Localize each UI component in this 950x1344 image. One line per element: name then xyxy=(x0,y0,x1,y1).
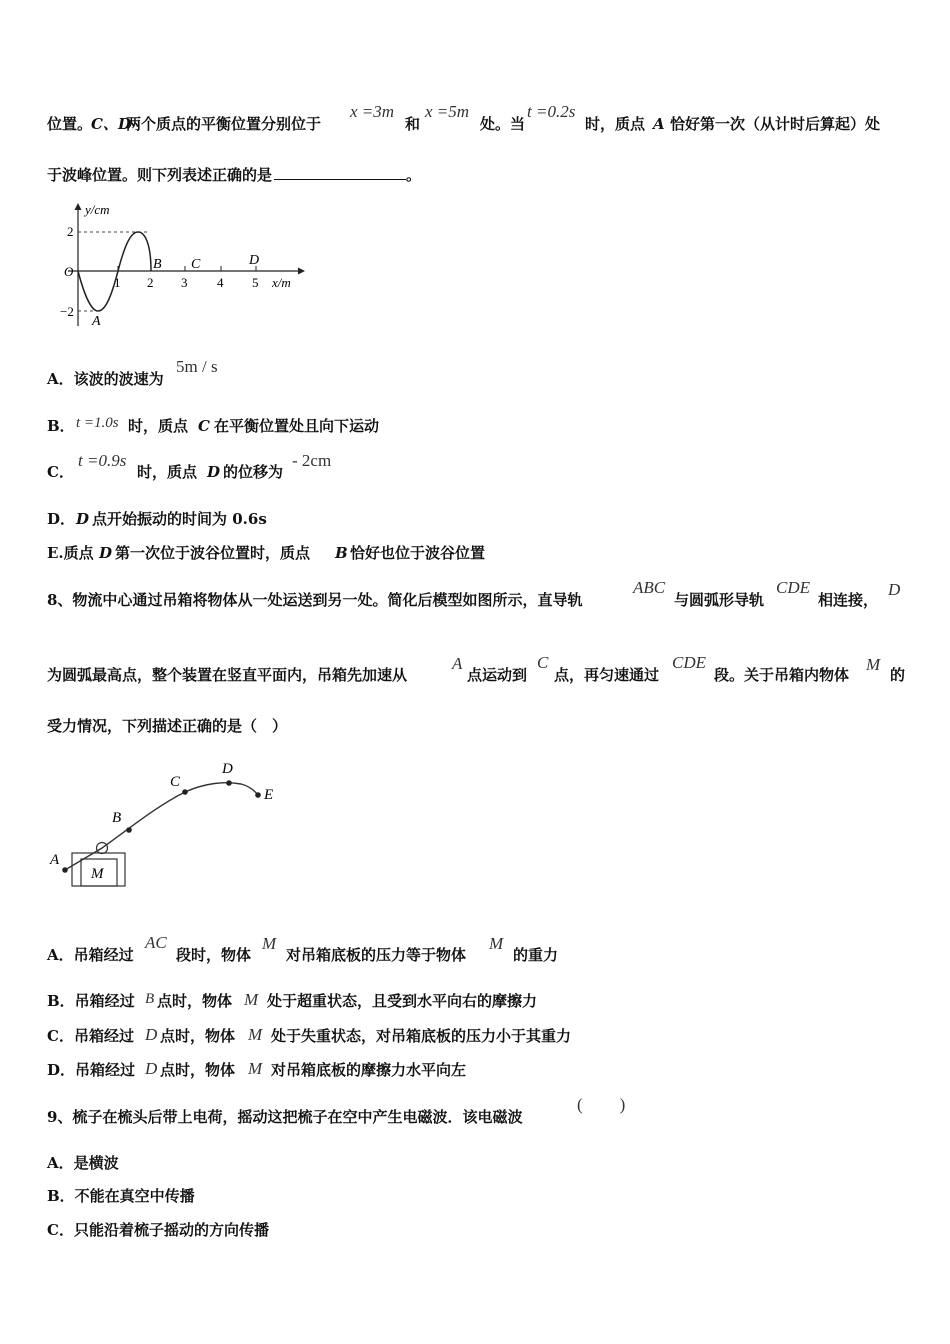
q8-option-d-text-b: 点时，物体 xyxy=(160,1061,236,1079)
q8-math-cde2: CDE xyxy=(672,653,706,672)
ytick-2: 2 xyxy=(67,224,74,239)
q8-line1-text-c: 相连接， xyxy=(818,591,879,609)
xtick-2: 2 xyxy=(147,275,154,290)
track-path xyxy=(65,783,258,870)
xtick-3: 3 xyxy=(181,275,188,290)
q7-option-c-math2: - 2cm xyxy=(292,451,332,470)
q8-option-a-text-a: A．吊箱经过 xyxy=(47,946,134,964)
q7-option-c-point: D xyxy=(207,463,221,481)
q7-line1-points-cd: C、D xyxy=(91,115,131,133)
y-axis-arrow xyxy=(75,203,82,210)
q8-line2-text-c: 点，再匀速通过 xyxy=(554,666,660,684)
q8-line2-text-d: 段。关于吊箱内物体 xyxy=(714,666,850,684)
q7-line1-text-e: 时，质点 xyxy=(585,115,646,133)
q8-option-d-text-a: D．吊箱经过 xyxy=(47,1061,136,1079)
q9-answer-paren[interactable]: ( ) xyxy=(577,1095,627,1114)
q8-option-d-math2: M xyxy=(248,1059,263,1078)
q8-line2-text-b: 点运动到 xyxy=(467,666,528,684)
q8-option-a-math3: M xyxy=(489,934,504,953)
label-b: B xyxy=(112,810,122,826)
q9-option-b: B．不能在真空中传播 xyxy=(47,1187,195,1205)
point-a-label: A xyxy=(92,314,101,329)
q7-line2-end: 。 xyxy=(406,166,422,184)
q9-stem: 9、梳子在梳头后带上电荷，摇动这把梳子在空中产生电磁波．该电磁波 xyxy=(47,1108,523,1126)
q8-option-c-math2: M xyxy=(248,1025,263,1044)
xtick-4: 4 xyxy=(217,275,224,290)
x-axis-arrow xyxy=(298,268,305,275)
q8-math-c: C xyxy=(537,653,549,672)
origin-label: O xyxy=(64,264,74,279)
q7-line1-text-d: 处。当 xyxy=(480,115,526,133)
q7-option-c-math: t =0.9s xyxy=(78,451,127,470)
q7-option-b-text-c: 在平衡位置处且向下运动 xyxy=(214,417,380,435)
q7-option-b-text-a: 时，质点 xyxy=(128,417,189,435)
q8-math-d: D xyxy=(888,580,901,599)
q8-line2-text-e: 的 xyxy=(890,666,906,684)
q7-line1-text-g: 恰好第一次（从计时后算起）处 xyxy=(670,115,881,133)
q8-option-b-text-a: B．吊箱经过 xyxy=(47,992,135,1010)
q7-option-a-text: A．该波的波速为 xyxy=(47,370,164,388)
q8-option-a-text-c: 对吊箱底板的压力等于物体 xyxy=(286,946,467,964)
q7-option-d-point: D xyxy=(76,510,90,528)
q7-math-t02: t =0.2s xyxy=(527,102,576,121)
q7-option-e-text-c: 第一次位于波谷位置时，质点 xyxy=(115,544,311,562)
q7-line2-text: 于波峰位置。则下列表述正确的是 xyxy=(47,166,273,184)
q8-option-b-text-b: 点时，物体 xyxy=(157,992,233,1010)
q8-option-a-math2: M xyxy=(262,934,277,953)
q8-option-c-text-a: C．吊箱经过 xyxy=(47,1027,134,1045)
point-c-label: C xyxy=(191,257,201,272)
q8-option-a-text-d: 的重力 xyxy=(513,946,559,964)
q8-line1-text-b: 与圆弧形导轨 xyxy=(674,591,765,609)
q7-math-x3: x =3m xyxy=(350,102,395,121)
q8-option-d-text-c: 对吊箱底板的摩擦力水平向左 xyxy=(271,1061,467,1079)
point-b-label: B xyxy=(153,257,162,272)
ytick-neg2: −2 xyxy=(60,304,74,319)
q7-option-e-point-b: B xyxy=(335,544,348,562)
q7-option-d-label: D． xyxy=(47,510,76,528)
q8-math-a: A xyxy=(452,654,463,673)
answer-blank[interactable] xyxy=(274,167,406,180)
label-d: D xyxy=(222,761,233,777)
q7-line1-point-a: A xyxy=(653,115,665,133)
q7-option-c-text-c: 的位移为 xyxy=(223,463,284,481)
q8-option-b-math2: M xyxy=(244,990,259,1009)
q7-option-b-point: C xyxy=(198,417,210,435)
q8-option-a-text-b: 段时，物体 xyxy=(176,946,252,964)
wave-graph xyxy=(50,198,310,333)
xtick-5: 5 xyxy=(252,275,259,290)
q8-option-b-math1: B xyxy=(145,991,155,1007)
q9-option-c: C．只能沿着梳子摇动的方向传播 xyxy=(47,1221,269,1239)
q7-option-c-text-a: 时，质点 xyxy=(137,463,198,481)
q8-math-abc: ABC xyxy=(633,578,666,597)
track-figure xyxy=(45,752,290,892)
q7-option-b-math: t =1.0s xyxy=(76,415,119,431)
x-axis-label: x/m xyxy=(272,275,291,290)
q7-option-e-point-d: D xyxy=(99,544,113,562)
q8-option-b-text-c: 处于超重状态，且受到水平向右的摩擦力 xyxy=(267,992,538,1010)
q7-line1-text-a: 位置。 xyxy=(47,115,93,133)
q7-option-b-label: B． xyxy=(47,417,75,435)
label-a: A xyxy=(50,852,60,868)
q7-option-e-text-e: 恰好也位于波谷位置 xyxy=(350,544,486,562)
q8-option-c-text-c: 处于失重状态，对吊箱底板的压力小于其重力 xyxy=(271,1027,572,1045)
q7-math-x5: x =5m xyxy=(425,102,470,121)
q7-option-e-text-a: E.质点 xyxy=(47,544,94,562)
q8-math-m: M xyxy=(866,655,881,674)
q8-option-a-math1: AC xyxy=(145,933,167,952)
q7-option-c-label: C． xyxy=(47,463,74,481)
q8-math-cde: CDE xyxy=(776,578,810,597)
q7-line2 xyxy=(47,167,421,183)
q8-option-c-math1: D xyxy=(145,1025,158,1044)
q8-line3: 受力情况，下列描述正确的是（ ） xyxy=(47,717,288,735)
q7-option-a-math: 5m / s xyxy=(176,357,218,376)
xtick-1: 1 xyxy=(114,275,121,290)
mass-label: M xyxy=(91,866,104,882)
q8-line1-text-a: 8、物流中心通过吊箱将物体从一处运送到另一处。简化后模型如图所示，直导轨 xyxy=(47,591,583,609)
label-e: E xyxy=(264,787,274,803)
q8-option-c-text-b: 点时，物体 xyxy=(160,1027,236,1045)
q8-option-d-math1: D xyxy=(145,1059,158,1078)
point-d-label: D xyxy=(249,253,260,268)
label-c: C xyxy=(170,774,181,790)
q7-option-d-text: 点开始振动的时间为 0.6s xyxy=(92,510,267,528)
q7-line1-and: 和 xyxy=(405,115,421,133)
q8-line2-text-a: 为圆弧最高点，整个装置在竖直平面内，吊箱先加速从 xyxy=(47,666,408,684)
q7-line1-text-c: 两个质点的平衡位置分别位于 xyxy=(126,115,322,133)
q9-option-a: A．是横波 xyxy=(47,1154,119,1172)
y-axis-label: y/cm xyxy=(85,202,110,217)
